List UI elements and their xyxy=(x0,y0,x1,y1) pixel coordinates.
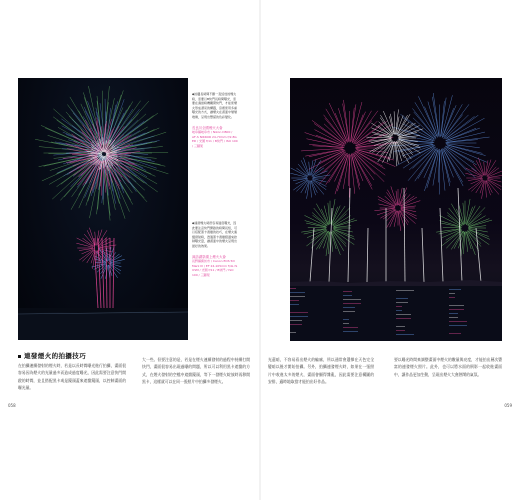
firework-streak xyxy=(105,99,106,142)
firework-streak xyxy=(487,180,499,194)
firework-streak xyxy=(409,147,435,170)
water-reflection xyxy=(290,296,305,297)
launch-trail xyxy=(404,188,405,282)
water-reflection xyxy=(449,297,455,298)
firework-core xyxy=(396,141,404,158)
water-reflection xyxy=(343,331,358,332)
fireworks-burst-illustration xyxy=(18,78,188,340)
water-reflection xyxy=(343,307,355,308)
firework-core xyxy=(372,132,392,137)
water-reflection xyxy=(396,334,414,335)
firework-core xyxy=(379,122,393,136)
water-reflection xyxy=(290,300,299,301)
firework-streak xyxy=(305,221,327,227)
firework-streak xyxy=(298,164,308,176)
firework-core xyxy=(376,140,392,154)
water-reflection xyxy=(343,295,352,296)
firework-streak xyxy=(487,160,496,175)
firework-streak xyxy=(82,249,94,254)
launch-trail xyxy=(476,228,481,282)
water-reflection xyxy=(396,290,414,291)
firework-streak xyxy=(391,186,397,204)
water-reflection xyxy=(343,299,361,300)
water-reflection xyxy=(343,327,358,328)
firework-streak xyxy=(484,162,485,176)
caption-title: 長良川全國煙火大會 xyxy=(192,125,223,130)
firework-streak xyxy=(79,250,93,260)
water-reflection xyxy=(343,319,349,320)
section-title: 連發煙火的拍攝技巧 xyxy=(18,351,86,360)
body-column-right-1: 光還暗，不容易看出煙火的輪廓，所以通常會選擇在天色完全變暗以後才開始拍攝。另外，拍攝連發煙火時，如果在一張照片中收進太多的煙火，畫面會顯得雜亂，因此需要注意構圖的安排，適時地取捨才能拍出好作品。 xyxy=(268,357,374,384)
caption-meta: 岐阜縣岐阜市 / Nikon D800 / AF-S NIKKOR 24-70mm f/2.8G ED / 光圈 f/11 / B快門 / ISO 100 / 三腳架 xyxy=(192,130,238,148)
launch-trail xyxy=(94,238,98,308)
firework-streak xyxy=(111,259,125,262)
firework-streak xyxy=(95,232,96,246)
photo-caption-2 xyxy=(192,221,238,336)
water-reflection xyxy=(449,289,461,290)
water-reflection xyxy=(449,309,464,310)
fireworks-photo-right xyxy=(290,78,502,341)
firework-streak xyxy=(313,175,330,178)
water-reflection xyxy=(290,324,302,325)
body-column-right-2: 要以曝光時間來調整畫面中煙火的數量與亮度，才能拍出層次豐富的連發煙火照片。此外，也可以將水面的倒影一起收進畫面中，讓作品更加生動，呈現出煙火大會熱鬧的氣氛。 xyxy=(394,357,502,377)
water-reflection xyxy=(449,305,464,306)
firework-streak xyxy=(444,147,466,170)
firework-streak xyxy=(444,104,469,137)
water-reflection xyxy=(396,306,402,307)
firework-streak xyxy=(312,160,321,175)
water-reflection xyxy=(290,320,302,321)
firework-streak xyxy=(413,147,436,169)
firework-streak xyxy=(293,178,307,180)
firework-streak xyxy=(113,152,168,153)
firework-streak xyxy=(107,248,108,261)
firework-streak xyxy=(443,227,462,228)
water-reflection xyxy=(396,318,411,319)
firework-streak xyxy=(432,97,439,136)
firework-streak xyxy=(312,180,324,194)
caption-body: ◆拍攝長時間不斷一直綻放的煙火時，需要以B快門長時間曝光，需要在適當時機關閉快門，才能使煙火形成漂亮的構圖，這裡使用多重曝光的方式，讓煙火在畫面中層層堆疊，呈現出豐富的色彩變化。 xyxy=(192,92,238,119)
firework-streak xyxy=(354,152,375,174)
firework-streak xyxy=(454,231,463,249)
firework-streak xyxy=(446,140,478,143)
body-column-left-1: 在拍攝連續發射的煙火時，若是以長時間曝光進行拍攝，畫面很容易因為煙火的光量過多而造成過度曝光，因此需要注意快門開啟的時間，並且搭配黑卡或是鏡頭蓋來遮擋鏡頭，以控制畫面的曝光量。 xyxy=(18,363,126,390)
firework-streak xyxy=(106,90,123,143)
firework-streak xyxy=(71,109,100,143)
firework-streak xyxy=(296,179,308,184)
firework-streak xyxy=(355,153,384,182)
firework-streak xyxy=(343,104,349,142)
firework-streak xyxy=(468,178,482,180)
page-number-right: 059 xyxy=(504,403,512,408)
water-reflection xyxy=(449,317,458,318)
launch-trail xyxy=(113,238,114,308)
firework-streak xyxy=(354,153,374,180)
water-reflection xyxy=(396,326,405,327)
firework-streak xyxy=(310,181,311,198)
water-reflection xyxy=(449,333,461,334)
firework-streak xyxy=(324,152,346,173)
fireworks-over-water-illustration xyxy=(290,78,502,341)
firework-streak xyxy=(441,101,445,137)
firework-streak xyxy=(444,148,465,176)
firework-streak xyxy=(444,115,468,139)
firework-streak xyxy=(488,175,502,178)
water-reflection xyxy=(290,312,308,313)
page-gutter xyxy=(259,0,261,500)
water-reflection xyxy=(343,323,349,324)
water-reflection xyxy=(396,310,402,311)
firework-streak xyxy=(324,115,347,143)
water-reflection xyxy=(396,330,405,331)
firework-streak xyxy=(468,180,482,190)
firework-streak xyxy=(485,181,486,198)
water-reflection xyxy=(449,313,458,314)
firework-streak xyxy=(412,108,435,137)
caption-meta: 長野縣諏訪市 / Canon EOS 5D Mark III / EF 24-105mm f/4L IS USM / 光圈 f/11 / B快門 / ISO 100 / 三腳架 xyxy=(192,259,238,277)
water-reflection xyxy=(343,291,352,292)
firework-streak xyxy=(324,124,346,145)
water-reflection xyxy=(343,311,355,312)
water-reflection xyxy=(290,304,299,305)
firework-core xyxy=(398,141,413,155)
firework-streak xyxy=(445,148,475,178)
water-reflection xyxy=(343,303,361,304)
firework-streak xyxy=(308,227,327,228)
water-reflection xyxy=(290,332,296,333)
launch-trail xyxy=(367,228,368,282)
firework-streak xyxy=(351,108,355,142)
firework-streak xyxy=(84,234,94,246)
water-reflection xyxy=(396,314,411,315)
caption-title: 諏訪湖祭湖上煙火大會 xyxy=(192,254,226,259)
firework-core xyxy=(394,111,395,134)
water-reflection xyxy=(396,298,408,299)
page-number-left: 058 xyxy=(8,403,16,408)
firework-streak xyxy=(471,179,483,184)
firework-streak xyxy=(408,149,435,181)
water-reflection xyxy=(449,325,467,326)
water-reflection xyxy=(396,302,408,303)
water-reflection xyxy=(290,292,305,293)
firework-streak xyxy=(79,248,93,250)
firework-streak xyxy=(320,152,345,174)
firework-streak xyxy=(319,153,345,184)
photo-caption-1 xyxy=(192,92,238,202)
fireworks-photo-left xyxy=(18,78,188,340)
water-reflection xyxy=(449,321,467,322)
water-reflection xyxy=(290,316,308,317)
firework-streak xyxy=(293,180,307,190)
water-reflection xyxy=(449,293,455,294)
caption-body: ◆連發煙火時很容易過度曝光，因此要注意快門開啟的時間長短，可以搭配黑卡遮擋的技巧，在煙火連續發射時，透過黑卡遮擋鏡頭來控制曝光量，讓畫面中的煙火呈現出最好的效果。 xyxy=(192,221,238,248)
launch-trail xyxy=(422,228,424,282)
firework-streak xyxy=(440,221,462,227)
firework-streak xyxy=(319,231,328,249)
body-column-left-2: 大一些。但要注意的是，若是在煙火連續發射的過程中持續打開快門，畫面很容易出現過曝的問題，所以可以利用黑卡遮擋的方式，在煙火發射的空檔中遮擋鏡頭，等下一發煙火綻放時再移開黑卡，這樣就可以在同一張照片中拍攝多發煙火。 xyxy=(142,357,250,384)
firework-streak xyxy=(354,111,378,143)
water-reflection xyxy=(290,288,296,289)
